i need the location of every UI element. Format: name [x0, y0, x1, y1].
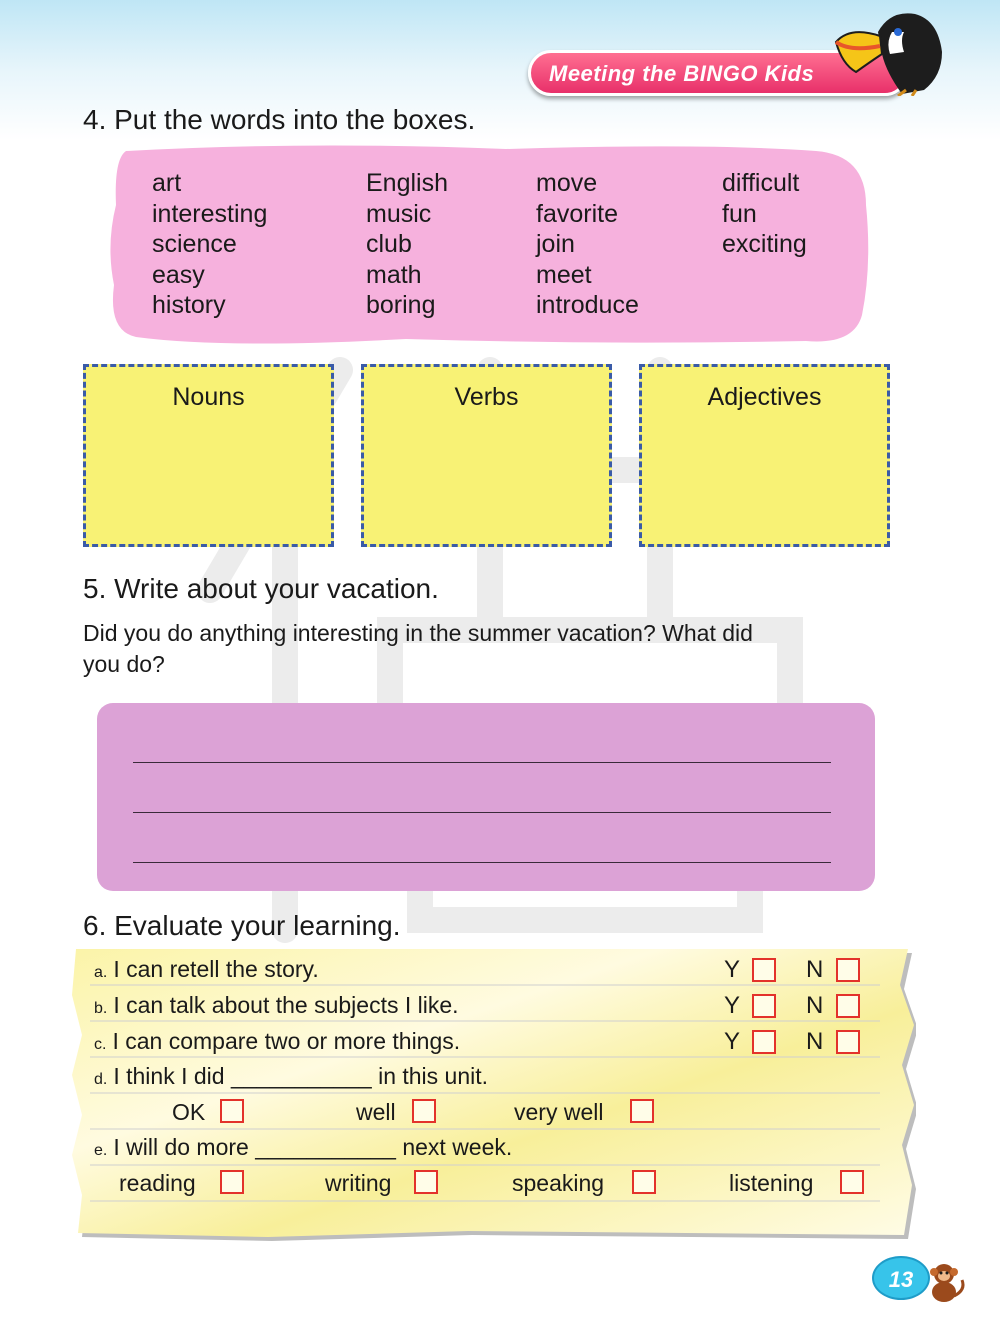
item-text: I will do more — [113, 1134, 249, 1160]
prompt-line: you do? — [83, 651, 165, 677]
yes-checkbox[interactable] — [752, 994, 776, 1018]
word-bank-column-3 — [536, 168, 639, 321]
word-bank-word[interactable]: history — [152, 291, 226, 320]
item-text: I can retell the story. — [113, 956, 319, 982]
item-text: I can compare two or more things. — [112, 1028, 461, 1054]
item-letter: a. — [94, 964, 108, 981]
yes-label: Y — [724, 1028, 741, 1055]
word-bank-word[interactable]: difficult — [722, 169, 800, 197]
item-text: next week. — [402, 1134, 513, 1160]
prompt-line: Did you do anything interesting in the summer vacation? What did — [83, 620, 753, 646]
exercise-5-heading: 5. Write about your vacation. — [83, 573, 439, 604]
no-label: N — [806, 992, 824, 1019]
writing-line[interactable] — [133, 762, 831, 763]
word-bank-column-4 — [722, 168, 807, 260]
adjectives-box-label: Adjectives — [707, 383, 822, 411]
word-bank-column-2 — [366, 168, 448, 321]
item-letter: e. — [94, 1142, 108, 1159]
no-label: N — [806, 956, 824, 983]
item-letter: b. — [94, 1000, 108, 1017]
word-bank-word[interactable]: favorite — [536, 199, 618, 228]
word-bank-word[interactable]: introduce — [536, 291, 639, 320]
word-bank-word[interactable]: meet — [536, 260, 592, 289]
word-bank-word[interactable]: interesting — [152, 199, 268, 228]
exercise-6-heading: 6. Evaluate your learning. — [83, 910, 401, 941]
toucan-icon — [820, 2, 946, 96]
activity-writing-checkbox[interactable] — [414, 1170, 438, 1194]
word-bank-word[interactable]: science — [152, 230, 237, 259]
activity-reading-checkbox[interactable] — [220, 1170, 244, 1194]
activity-listening-checkbox[interactable] — [840, 1170, 864, 1194]
rating-ok-checkbox[interactable] — [220, 1099, 244, 1123]
rating-option-label: well — [356, 1099, 396, 1125]
yes-checkbox[interactable] — [752, 958, 776, 982]
page-number-badge — [872, 1256, 930, 1300]
no-checkbox[interactable] — [836, 1030, 860, 1054]
rating-well-checkbox[interactable] — [412, 1099, 436, 1123]
word-bank-word[interactable]: fun — [722, 199, 757, 228]
word-bank-word[interactable]: join — [536, 230, 575, 259]
rating-option-label: very well — [514, 1099, 604, 1125]
word-bank-word[interactable]: exciting — [722, 230, 807, 259]
page-number: 13 — [888, 1267, 914, 1292]
evaluation-item-a — [94, 956, 319, 983]
word-bank-word[interactable]: English — [366, 169, 448, 197]
activity-option-label: writing — [325, 1170, 392, 1196]
activity-option-label: listening — [729, 1170, 814, 1196]
exercise-4-heading: 4. Put the words into the boxes. — [83, 104, 476, 135]
activity-option-label: reading — [119, 1170, 196, 1196]
yes-label: Y — [724, 956, 741, 983]
word-bank-word[interactable]: math — [366, 260, 422, 289]
word-bank-word[interactable]: boring — [366, 291, 436, 320]
item-text: in this unit. — [378, 1063, 489, 1089]
word-bank-word[interactable]: music — [366, 199, 432, 228]
fill-in-blank[interactable]: ___________ — [255, 1134, 396, 1160]
evaluation-item-c — [94, 1028, 460, 1055]
yes-checkbox[interactable] — [752, 1030, 776, 1054]
no-checkbox[interactable] — [836, 994, 860, 1018]
verbs-box[interactable] — [361, 364, 612, 547]
verbs-box-label: Verbs — [454, 383, 519, 411]
yes-label: Y — [724, 992, 741, 1019]
fill-in-blank[interactable]: ___________ — [230, 1063, 372, 1089]
writing-line[interactable] — [133, 812, 831, 813]
vacation-writing-area[interactable] — [97, 703, 875, 891]
monkey-icon — [924, 1260, 968, 1304]
item-letter: c. — [94, 1036, 107, 1053]
item-text: I can talk about the subjects I like. — [113, 992, 459, 1018]
adjectives-box[interactable] — [639, 364, 890, 547]
word-bank-word[interactable]: move — [536, 169, 598, 197]
word-bank-word[interactable]: art — [152, 169, 182, 197]
evaluation-item-b — [94, 992, 459, 1019]
unit-title: Meeting the BINGO Kids — [549, 61, 815, 86]
exercise-5-prompt — [83, 618, 753, 680]
evaluation-item-d — [94, 1063, 488, 1090]
rating-option-label: OK — [172, 1099, 206, 1125]
item-text: I think I did — [113, 1063, 225, 1089]
item-letter: d. — [94, 1071, 108, 1088]
activity-option-label: speaking — [512, 1170, 605, 1196]
activity-speaking-checkbox[interactable] — [632, 1170, 656, 1194]
nouns-box-label: Nouns — [172, 383, 245, 411]
writing-line[interactable] — [133, 862, 831, 863]
word-bank-word[interactable]: easy — [152, 260, 205, 289]
nouns-box[interactable] — [83, 364, 334, 547]
evaluation-item-e — [94, 1134, 512, 1161]
no-label: N — [806, 1028, 824, 1055]
word-bank-word[interactable]: club — [366, 230, 412, 259]
word-bank-column-1 — [152, 168, 267, 321]
rating-very-well-checkbox[interactable] — [630, 1099, 654, 1123]
no-checkbox[interactable] — [836, 958, 860, 982]
